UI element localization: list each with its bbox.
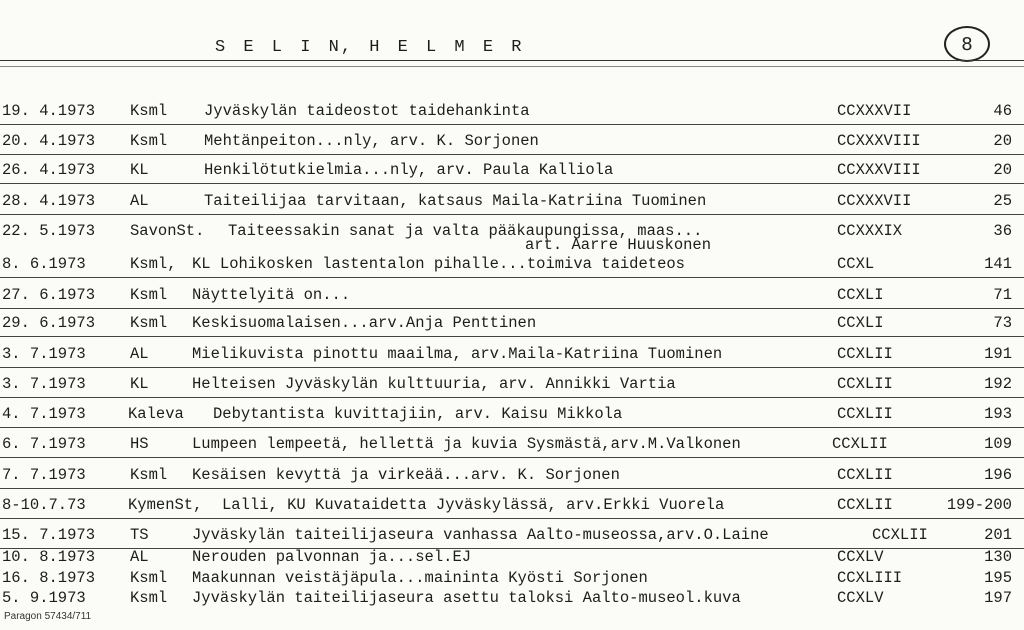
footer-print-code: Paragon 57434/711	[4, 611, 92, 622]
entry-page: 20	[993, 132, 1012, 150]
header-rule-secondary	[0, 66, 1024, 67]
entry-page: 201	[984, 526, 1012, 544]
entry-row	[0, 283, 1024, 311]
entry-row	[0, 158, 1024, 186]
entry-row	[0, 252, 1024, 280]
entry-volume: CCXL	[837, 255, 875, 273]
entry-date: 8-10.7.73	[2, 496, 86, 514]
row-rule	[0, 367, 1024, 368]
entry-title: Mehtänpeiton...nly, arv. K. Sorjonen	[204, 132, 539, 150]
entry-title: Taiteessakin sanat ja valta pääkaupungissa, maas...	[228, 222, 703, 240]
entry-volume: CCXXXIX	[837, 222, 903, 240]
entry-date: 19. 4.1973	[2, 102, 96, 120]
entry-date: 26. 4.1973	[2, 161, 96, 179]
row-rule	[0, 488, 1024, 489]
entry-row	[0, 342, 1024, 370]
entry-title: Nerouden palvonnan ja...sel.EJ	[192, 548, 472, 566]
entry-title: Taiteilijaa tarvitaan, katsaus Maila-Katriina Tuominen	[204, 192, 707, 210]
entry-date: 28. 4.1973	[2, 192, 96, 210]
entry-date: 15. 7.1973	[2, 526, 96, 544]
entry-row	[0, 129, 1024, 157]
entry-source: Ksml	[130, 569, 168, 587]
entry-row	[0, 99, 1024, 127]
entry-volume: CCXLI	[837, 314, 884, 332]
row-rule	[0, 308, 1024, 309]
row-rule	[0, 397, 1024, 398]
entry-title: Lumpeen lempeetä, hellettä ja kuvia Sysmästä,arv.M.Valkonen	[192, 435, 741, 453]
entry-page: 191	[984, 345, 1012, 363]
entry-volume: CCXLV	[837, 589, 884, 607]
entry-volume: CCXLII	[837, 466, 893, 484]
entry-title: Jyväskylän taiteilijaseura vanhassa Aalto-museossa,arv.O.Laine	[192, 526, 769, 544]
entry-source: KL	[130, 375, 149, 393]
entry-title: Mielikuvista pinottu maailma, arv.Maila-Katriina Tuominen	[192, 345, 723, 363]
document-title: S E L I N, H E L M E R	[215, 38, 524, 57]
entry-date: 10. 8.1973	[2, 548, 96, 566]
row-rule	[0, 154, 1024, 155]
entry-date: 8. 6.1973	[2, 255, 86, 273]
entry-row	[0, 586, 1024, 614]
row-rule	[0, 277, 1024, 278]
entry-date: 7. 7.1973	[2, 466, 86, 484]
entry-source: Ksml	[130, 286, 168, 304]
entry-title: Debytantista kuvittajiin, arv. Kaisu Mikkola	[213, 405, 623, 423]
entry-title: Näyttelyitä on...	[192, 286, 351, 304]
entry-title: Lalli, KU Kuvataidetta Jyväskylässä, arv.Erkki Vuorela	[222, 496, 725, 514]
entry-source: Kaleva	[128, 405, 184, 423]
entry-page: 109	[984, 435, 1012, 453]
entry-source: Ksml	[130, 102, 168, 120]
entry-date: 3. 7.1973	[2, 375, 86, 393]
entry-page: 199-200	[946, 496, 1012, 514]
row-rule	[0, 183, 1024, 184]
entry-source: KL	[130, 161, 149, 179]
entry-volume: CCXLIII	[837, 569, 903, 587]
entry-source: HS	[130, 435, 149, 453]
entry-volume: CCXLII	[837, 345, 893, 363]
entry-date: 4. 7.1973	[2, 405, 86, 423]
entry-date: 27. 6.1973	[2, 286, 96, 304]
entry-date: 22. 5.1973	[2, 222, 96, 240]
entry-title: Keskisuomalaisen...arv.Anja Penttinen	[192, 314, 537, 332]
entry-row	[0, 493, 1024, 521]
entry-source: Ksml,	[130, 255, 177, 273]
entry-date: 5. 9.1973	[2, 589, 86, 607]
entry-source: Ksml	[130, 132, 168, 150]
entry-page: 141	[984, 255, 1012, 273]
entry-date: 20. 4.1973	[2, 132, 96, 150]
entry-volume: CCXLII	[837, 375, 893, 393]
entry-page: 130	[984, 548, 1012, 566]
entry-volume: CCXLII	[837, 496, 893, 514]
entry-title: Henkilötutkielmia...nly, arv. Paula Kalliola	[204, 161, 614, 179]
entry-date: 29. 6.1973	[2, 314, 96, 332]
entry-title: Maakunnan veistäjäpula...maininta Kyösti Sorjonen	[192, 569, 648, 587]
entry-date: 16. 8.1973	[2, 569, 96, 587]
entry-page: 20	[993, 161, 1012, 179]
row-rule	[0, 518, 1024, 519]
entry-volume: CCXLI	[837, 286, 884, 304]
entry-volume: CCXXXVIII	[837, 161, 921, 179]
entry-row	[0, 311, 1024, 339]
entry-row	[0, 402, 1024, 430]
entry-row	[0, 372, 1024, 400]
entry-page: 193	[984, 405, 1012, 423]
entry-note: art. Aarre Huuskonen	[525, 236, 712, 254]
entry-source: Ksml	[130, 314, 168, 332]
entry-page: 192	[984, 375, 1012, 393]
entry-title: Helteisen Jyväskylän kulttuuria, arv. Annikki Vartia	[192, 375, 676, 393]
entry-volume: CCXXXVII	[837, 102, 912, 120]
entry-title: Kesäisen kevyttä ja virkeää...arv. K. Sorjonen	[192, 466, 620, 484]
entry-source: Ksml	[130, 466, 168, 484]
entry-source: TS	[130, 526, 149, 544]
entry-volume: CCXLII	[837, 405, 893, 423]
entry-page: 196	[984, 466, 1012, 484]
entry-source: KymenSt,	[128, 496, 203, 514]
row-rule	[0, 336, 1024, 337]
entry-row	[0, 219, 1024, 247]
entry-date: 3. 7.1973	[2, 345, 86, 363]
entry-source: AL	[130, 192, 149, 210]
entry-date: 6. 7.1973	[2, 435, 86, 453]
entry-volume: CCXLII	[832, 435, 888, 453]
row-rule	[0, 214, 1024, 215]
entry-page: 36	[993, 222, 1012, 240]
entry-row	[0, 432, 1024, 460]
entry-page: 46	[993, 102, 1012, 120]
entry-volume: CCXLII	[872, 526, 928, 544]
header-rule	[0, 60, 1024, 61]
row-rule	[0, 124, 1024, 125]
entry-title: Jyväskylän taideostot taidehankinta	[204, 102, 530, 120]
entry-page: 73	[993, 314, 1012, 332]
entry-title: Jyväskylän taiteilijaseura asettu taloksi Aalto-museol.kuva	[192, 589, 741, 607]
entry-row	[0, 463, 1024, 491]
entry-source: AL	[130, 345, 149, 363]
entry-volume: CCXXXVII	[837, 192, 912, 210]
page-number: 8	[961, 33, 973, 55]
row-rule	[0, 457, 1024, 458]
entry-row	[0, 189, 1024, 217]
entry-page: 195	[984, 569, 1012, 587]
entry-source: AL	[130, 548, 149, 566]
entry-title: KL Lohikosken lastentalon pihalle...toimiva taideteos	[192, 255, 685, 273]
entry-volume: CCXXXVIII	[837, 132, 921, 150]
entry-page: 71	[993, 286, 1012, 304]
entry-page: 197	[984, 589, 1012, 607]
row-rule	[0, 427, 1024, 428]
entry-source: Ksml	[130, 589, 168, 607]
entry-page: 25	[993, 192, 1012, 210]
entry-source: SavonSt.	[130, 222, 205, 240]
page-number-circle	[944, 26, 990, 62]
entry-volume: CCXLV	[837, 548, 884, 566]
